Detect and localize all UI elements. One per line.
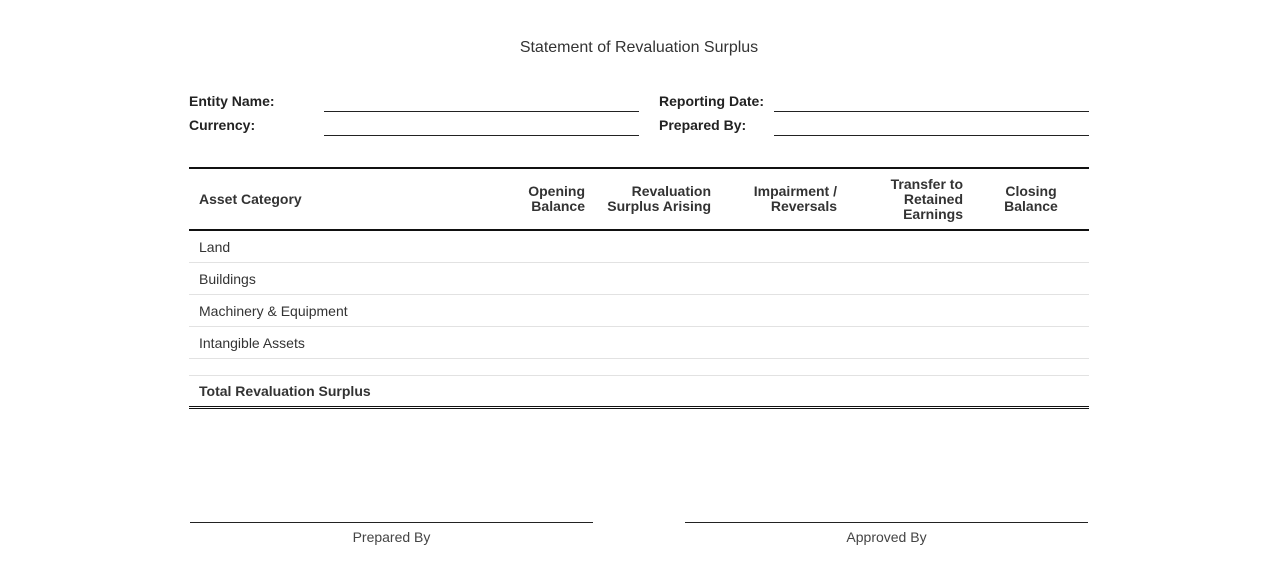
table-header-row [189,168,1089,230]
total-revaluation-surplus[interactable] [595,376,721,408]
reporting-date-label: Reporting Date: [659,93,764,109]
cell-transfer-retained[interactable] [847,263,973,295]
header-impairment-reversals: Impairment / Reversals [721,168,847,230]
currency-label: Currency: [189,117,256,133]
row-category: Buildings [189,263,499,295]
table-row [189,295,1089,327]
table-row [189,230,1089,263]
cell-impairment-reversals[interactable] [721,230,847,263]
cell-transfer-retained[interactable] [847,230,973,263]
cell-opening-balance[interactable] [499,263,595,295]
cell-closing-balance[interactable] [973,295,1089,327]
cell-transfer-retained[interactable] [847,327,973,359]
header-closing-balance: Closing Balance [973,168,1089,230]
total-transfer-retained[interactable] [847,376,973,408]
cell-impairment-reversals[interactable] [721,263,847,295]
cell-revaluation-surplus[interactable] [595,295,721,327]
cell-revaluation-surplus[interactable] [595,327,721,359]
approved-by-signature-label: Approved By [846,529,927,545]
cell-transfer-retained[interactable] [847,295,973,327]
row-category: Land [189,230,499,263]
prepared-by-signature-line[interactable] [190,522,593,523]
header-revaluation-surplus-arising: Revaluation Surplus Arising [595,168,721,230]
entity-name-field[interactable] [324,111,639,112]
header-asset-category: Asset Category [189,168,499,230]
approved-by-signature-line[interactable] [685,522,1088,523]
cell-closing-balance[interactable] [973,263,1089,295]
cell-impairment-reversals[interactable] [721,295,847,327]
currency-field[interactable] [324,135,639,136]
cell-impairment-reversals[interactable] [721,327,847,359]
total-label: Total Revaluation Surplus [189,376,499,408]
prepared-by-signature-label: Prepared By [352,529,431,545]
total-opening-balance[interactable] [499,376,595,408]
total-row [189,376,1089,408]
revaluation-table [189,167,1089,409]
entity-name-label: Entity Name: [189,93,275,109]
cell-revaluation-surplus[interactable] [595,263,721,295]
cell-closing-balance[interactable] [973,230,1089,263]
table-row [189,327,1089,359]
cell-closing-balance[interactable] [973,327,1089,359]
cell-opening-balance[interactable] [499,295,595,327]
prepared-by-field[interactable] [774,135,1089,136]
cell-revaluation-surplus[interactable] [595,230,721,263]
row-category: Intangible Assets [189,327,499,359]
cell-opening-balance[interactable] [499,327,595,359]
total-impairment-reversals[interactable] [721,376,847,408]
table-row [189,263,1089,295]
total-closing-balance[interactable] [973,376,1089,408]
header-opening-balance: Opening Balance [499,168,595,230]
spacer-row [189,359,1089,376]
reporting-date-field[interactable] [774,111,1089,112]
page-title: Statement of Revaluation Surplus [519,39,759,56]
prepared-by-label: Prepared By: [659,117,747,133]
cell-opening-balance[interactable] [499,230,595,263]
row-category: Machinery & Equipment [189,295,499,327]
header-transfer-to-retained-earnings: Transfer to Retained Earnings [847,168,973,230]
